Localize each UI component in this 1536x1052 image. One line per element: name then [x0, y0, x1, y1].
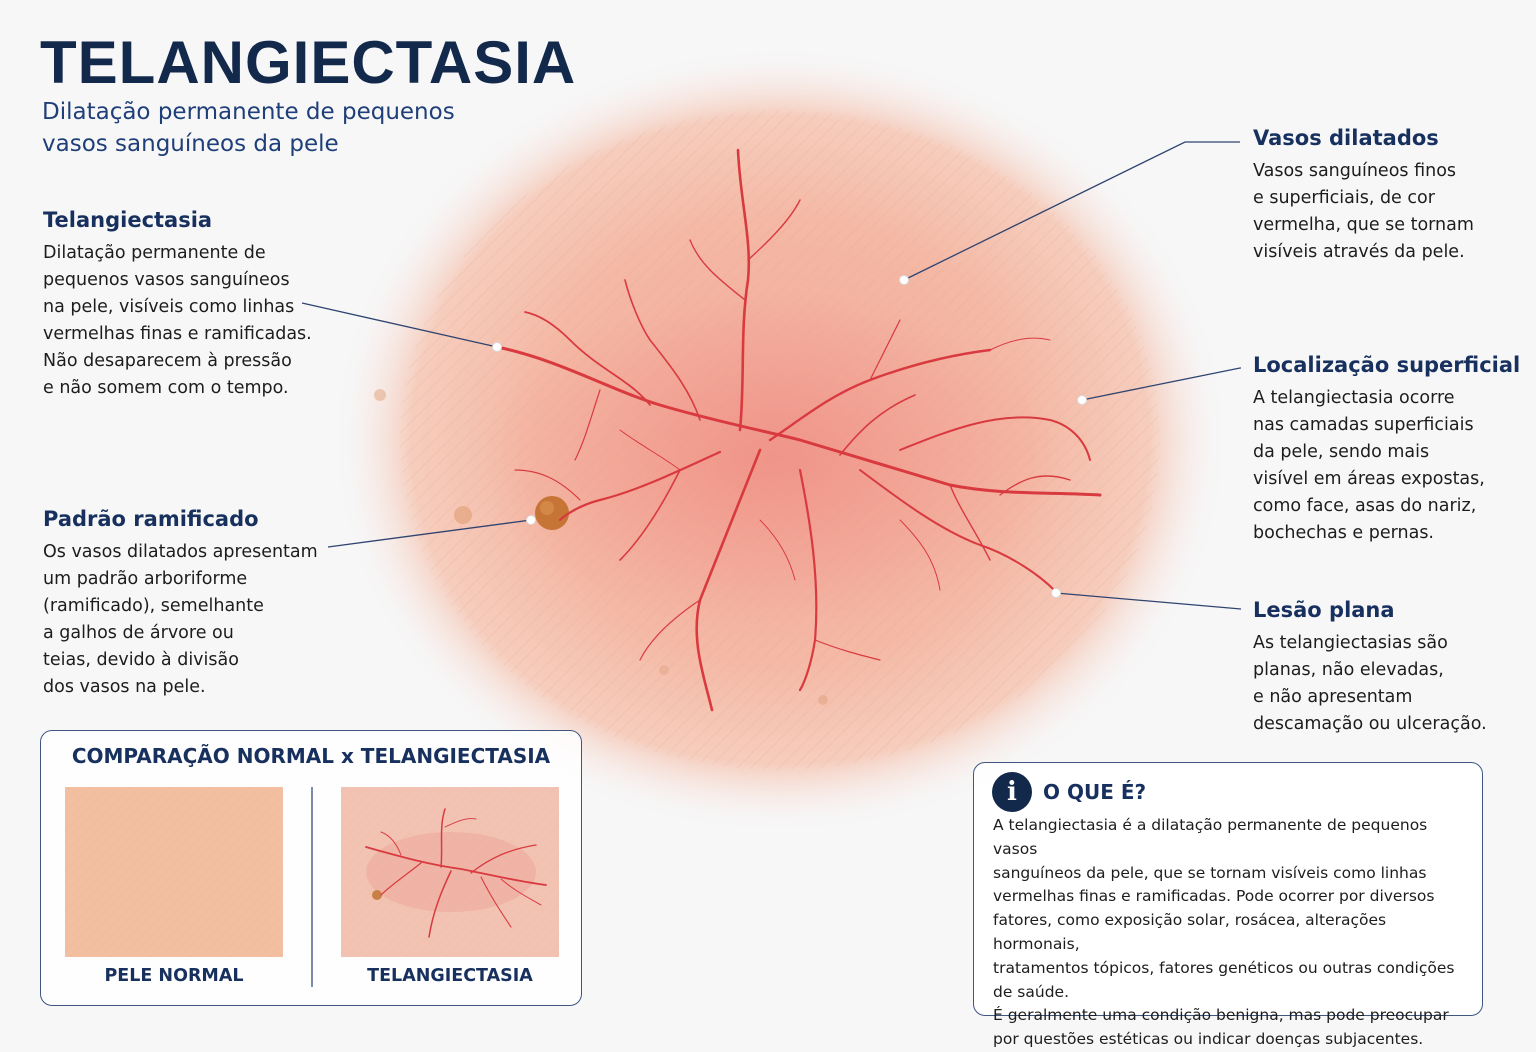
telangiectasia-label: TELANGIECTASIA — [367, 966, 533, 986]
page-title: TELANGIECTASIA — [40, 29, 577, 96]
callout-text: Os vasos dilatados apresentam um padrão arboriforme (ramificado), semelhante a galhos de árvore ou teias, devido à divisão dos vasos na pele. — [43, 542, 318, 697]
callout-text: A telangiectasia ocorre nas camadas superficiais da pele, sendo mais visível em áreas expostas, como face, asas do nariz, bochechas e pernas. — [1253, 388, 1485, 543]
comparison-divider — [311, 787, 313, 987]
callout-telangiectasia — [43, 208, 343, 402]
dot-vasos — [900, 276, 909, 285]
dot-padrao — [527, 516, 536, 525]
info-panel — [973, 762, 1483, 1049]
info-text: A telangiectasia é a dilatação permanente de pequenos vasos sanguíneos da pele, que se tornam visíveis como linhas vermelhas finas e ramificadas. Pode ocorrer por diversos fatores, como exposição solar, rosácea, alterações hormonais, tratamentos tópicos, fatores genéticos ou outras condições de saúde. É geralmente uma condição benigna, mas pode preocupar por questões estéticas ou indicar doenças subjacentes. — [993, 816, 1455, 1049]
normal-skin-image — [65, 787, 283, 957]
callout-lesao-plana — [1253, 598, 1523, 738]
callout-localizacao — [1253, 353, 1533, 547]
callout-title: Localização superficial — [1253, 353, 1521, 377]
comparison-title: COMPARAÇÃO NORMAL x TELANGIECTASIA — [71, 744, 551, 768]
mole — [535, 496, 569, 530]
dot-localizacao — [1078, 396, 1087, 405]
callout-text: As telangiectasias são planas, não elevadas, e não apresentam descamação ou ulceração. — [1253, 633, 1487, 734]
info-icon: i — [992, 772, 1032, 812]
callout-text: Dilatação permanente de pequenos vasos sanguíneos na pele, visíveis como linhas vermelhas finas e ramificadas. Não desaparecem à pressão e não somem com o tempo. — [43, 243, 312, 398]
callout-title: Vasos dilatados — [1253, 126, 1439, 150]
info-title: O QUE É? — [1043, 780, 1147, 804]
freckle — [454, 506, 472, 524]
callout-title: Padrão ramificado — [43, 507, 259, 531]
telangiectasia-skin-image — [341, 787, 559, 957]
callout-vasos-dilatados — [1253, 126, 1523, 266]
callout-title: Telangiectasia — [43, 208, 213, 232]
callout-title: Lesão plana — [1253, 598, 1395, 622]
page-subtitle: Dilatação permanente de pequenos vasos sanguíneos da pele — [42, 99, 455, 157]
normal-skin-label: PELE NORMAL — [104, 966, 244, 986]
dot-lesao — [1052, 589, 1061, 598]
freckle — [659, 665, 669, 675]
comparison-panel — [40, 730, 582, 1006]
freckle — [374, 389, 386, 401]
callout-padrao-ramificado — [43, 507, 343, 701]
callout-text: Vasos sanguíneos finos e superficiais, de cor vermelha, que se tornam visíveis através da pele. — [1253, 161, 1474, 262]
dot-telangiectasia — [493, 343, 502, 352]
freckle — [818, 695, 828, 705]
